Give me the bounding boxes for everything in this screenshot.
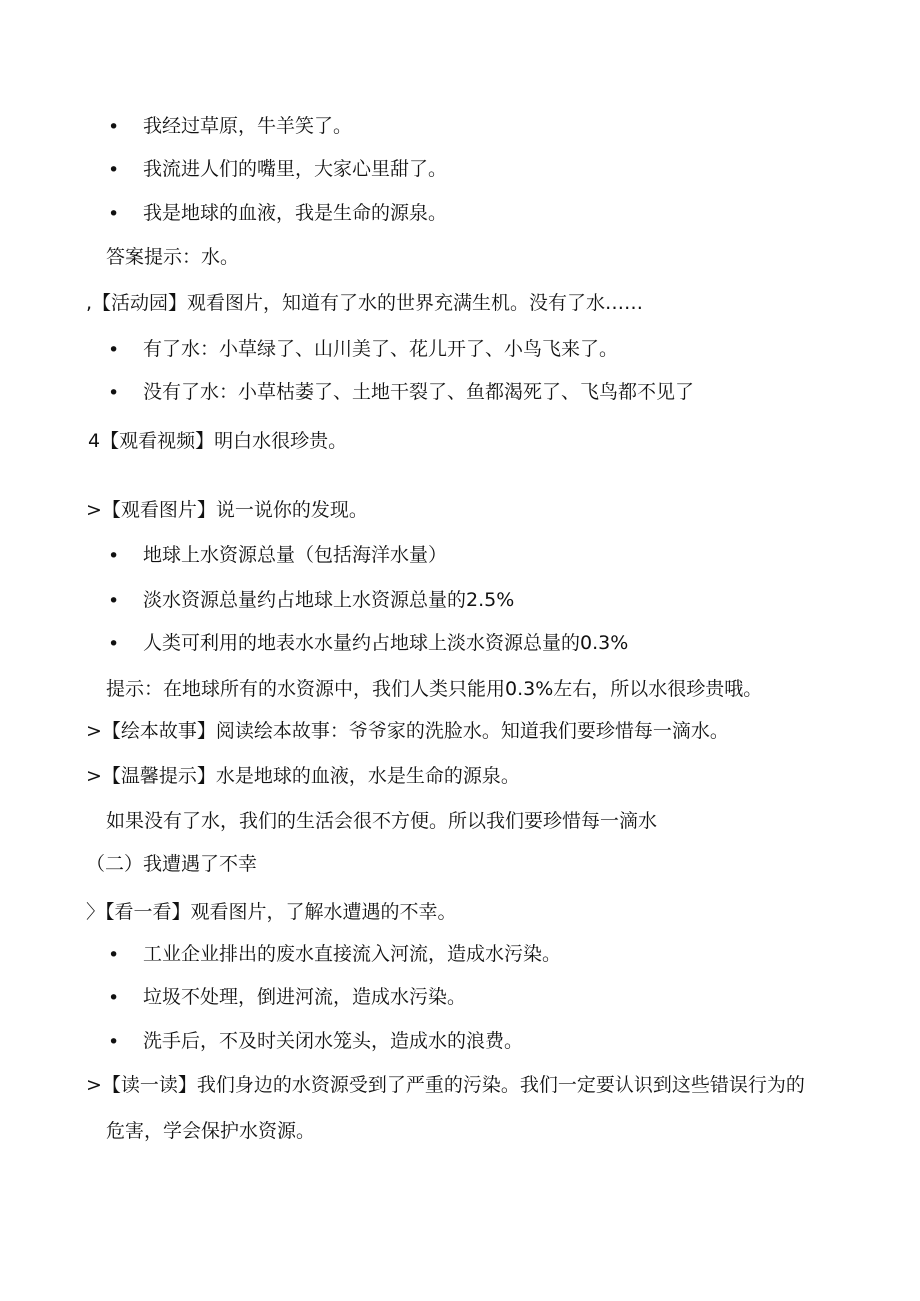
- look-paragraph: 〉【看一看】观看图片，了解水遭遇的不幸。: [86, 901, 457, 923]
- without-water-paragraph: 如果没有了水，我们的生活会很不方便。所以我们要珍惜每一滴水: [106, 810, 658, 832]
- story-paragraph: >【绘本故事】阅读绘本故事：爷爷家的洗脸水。知道我们要珍惜每一滴水。: [86, 720, 729, 742]
- read-paragraph: >【读一读】我们身边的水资源受到了严重的污染。我们一定要认识到这些错误行为的: [86, 1074, 805, 1096]
- list-item: 有了水：小草绿了、山川美了、花儿开了、小鸟飞来了。: [143, 338, 619, 360]
- activity-paragraph: ,【活动园】观看图片，知道有了水的世界充满生机。没有了水……: [86, 292, 644, 314]
- tip-paragraph: 提示：在地球所有的水资源中，我们人类只能用0.3%左右，所以水很珍贵哦。: [106, 678, 763, 700]
- bullet-dot: •: [108, 987, 120, 1009]
- list-item: 人类可利用的地表水水量约占地球上淡水资源总量的0.3%: [143, 632, 629, 654]
- read-paragraph-continuation: 危害，学会保护水资源。: [106, 1120, 316, 1142]
- warm-tip-paragraph: >【温馨提示】水是地球的血液，水是生命的源泉。: [86, 765, 520, 787]
- list-item: 我是地球的血液，我是生命的源泉。: [143, 202, 448, 224]
- bullet-dot: •: [108, 116, 120, 138]
- bullet-dot: •: [108, 159, 120, 181]
- list-item: 我经过草原，牛羊笑了。: [143, 115, 353, 137]
- section-heading: （二）我遭遇了不幸: [86, 853, 258, 875]
- answer-hint: 答案提示：水。: [106, 246, 240, 268]
- list-item: 工业企业排出的废水直接流入河流，造成水污染。: [143, 943, 562, 965]
- list-item: 我流进人们的嘴里，大家心里甜了。: [143, 158, 448, 180]
- list-item: 洗手后，不及时关闭水笼头，造成水的浪费。: [143, 1030, 524, 1052]
- bullet-dot: •: [108, 545, 120, 567]
- bullet-dot: •: [108, 1031, 120, 1053]
- list-item: 地球上水资源总量（包括海洋水量）: [143, 544, 448, 566]
- video-paragraph: 4【观看视频】明白水很珍贵。: [88, 430, 348, 452]
- bullet-dot: •: [108, 633, 120, 655]
- bullet-dot: •: [108, 203, 120, 225]
- bullet-dot: •: [108, 944, 120, 966]
- bullet-dot: •: [108, 339, 120, 361]
- bullet-dot: •: [108, 382, 120, 404]
- list-item: 垃圾不处理，倒进河流，造成水污染。: [143, 986, 467, 1008]
- bullet-dot: •: [108, 590, 120, 612]
- list-item: 没有了水：小草枯萎了、土地干裂了、鱼都渴死了、飞鸟都不见了: [143, 381, 695, 403]
- picture-paragraph: >【观看图片】说一说你的发现。: [86, 499, 368, 521]
- list-item: 淡水资源总量约占地球上水资源总量的2.5%: [143, 589, 515, 611]
